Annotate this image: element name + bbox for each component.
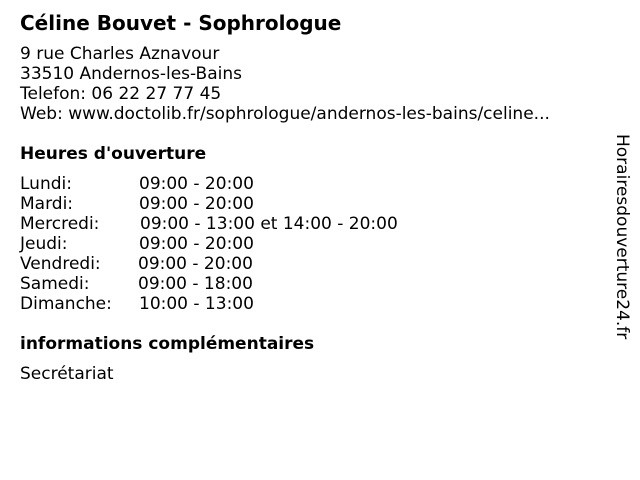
additional-info-heading: informations complémentaires [20, 334, 315, 354]
time-range: 09:00 - 20:00 [139, 174, 254, 194]
time-range: 09:00 - 20:00 [139, 234, 254, 254]
day-label: Samedi: [20, 274, 90, 294]
day-label: Lundi: [20, 174, 72, 194]
city-address: 33510 Andernos-les-Bains [20, 64, 242, 84]
day-label: Vendredi: [20, 254, 101, 274]
time-range: 09:00 - 20:00 [138, 254, 253, 274]
website-link: Web: www.doctolib.fr/sophrologue/andernos-les-bains/celine... [20, 104, 550, 124]
time-range: 09:00 - 18:00 [138, 274, 253, 294]
time-range: 09:00 - 13:00 et 14:00 - 20:00 [140, 214, 398, 234]
additional-info-text: Secrétariat [20, 364, 114, 384]
street-address: 9 rue Charles Aznavour [20, 44, 220, 64]
time-range: 10:00 - 13:00 [139, 294, 254, 314]
opening-hours-heading: Heures d'ouverture [20, 144, 207, 164]
page-title: Céline Bouvet - Sophrologue [20, 11, 342, 35]
time-range: 09:00 - 20:00 [139, 194, 254, 214]
address-block [20, 44, 550, 124]
day-label: Jeudi: [20, 234, 68, 254]
day-label: Mercredi: [20, 214, 100, 234]
day-label: Mardi: [20, 194, 74, 214]
site-watermark: Horairesdouverture24.fr [612, 134, 632, 340]
phone-number: Telefon: 06 22 27 77 45 [20, 84, 222, 104]
day-label: Dimanche: [20, 294, 112, 314]
